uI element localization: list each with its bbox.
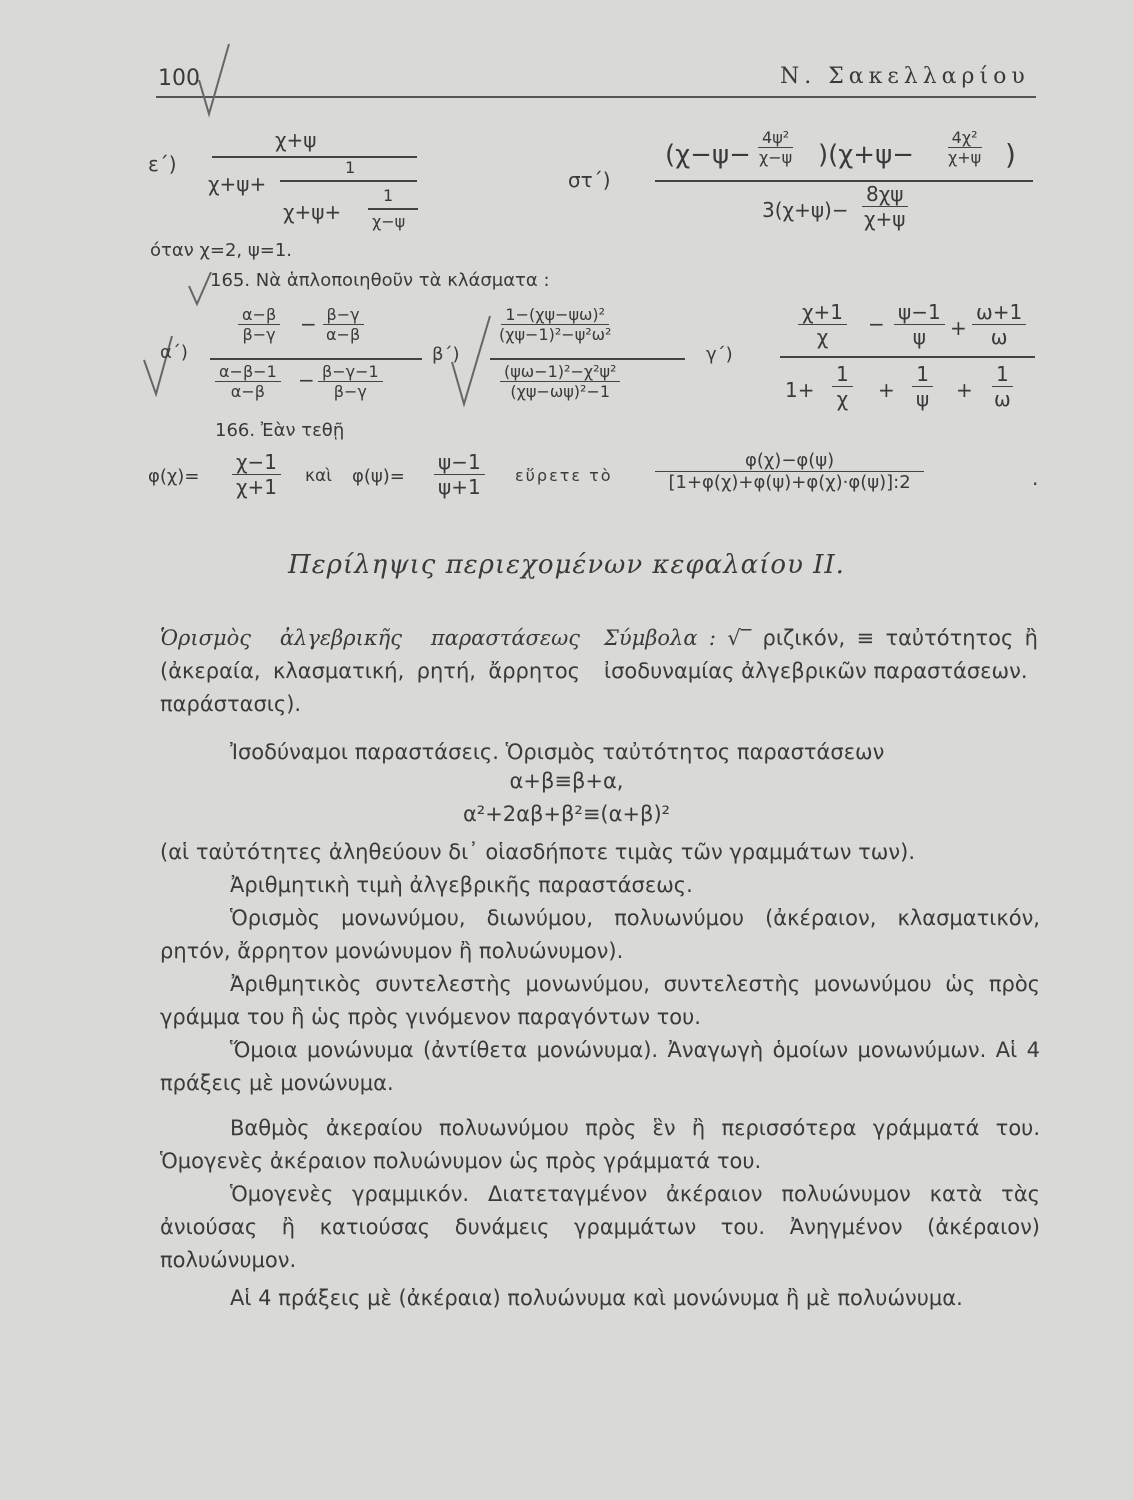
ex165-g-plus: + — [950, 316, 967, 340]
ex-st-p1-open: (χ−ψ− — [665, 140, 751, 170]
ex-st-den-den: χ+ψ — [864, 207, 906, 231]
ex166-res-den: [1+φ(χ)+φ(ψ)+φ(χ)·φ(ψ)]:2 — [668, 472, 911, 493]
summary-p3: Ἀριθμητικὴ τιμὴ ἀλγεβρικῆς παραστάσεως. — [230, 873, 693, 897]
ex165-g-d2 — [912, 362, 933, 411]
ex165-a-n1-den: β−γ — [242, 325, 276, 344]
ex-e-one-2: 1 — [383, 186, 394, 205]
ex-e-den-lead: χ+ψ+ — [208, 172, 267, 196]
ex165-g-y: ψ — [916, 387, 930, 411]
ex165-b-num-frac — [495, 305, 615, 344]
ex166-phi-x-den: χ+1 — [236, 475, 278, 499]
ex165-b-num-den: (χψ−1)²−ψ²ω² — [499, 325, 612, 344]
ex165-heading: 165. Νὰ ἁπλοποιηθοῦν τὰ κλάσματα : — [210, 270, 550, 291]
ex165-g-d1 — [832, 362, 853, 411]
page-number: 100 — [158, 66, 200, 91]
ex166-heading: 166. Ἐὰν τεθῇ — [215, 420, 345, 441]
pencil-check-icon — [195, 40, 235, 120]
ex-e-inner-den: χ−ψ — [372, 212, 406, 231]
ex165-g-t3-num: ω+1 — [972, 300, 1026, 325]
ex-st-p2-frac — [944, 128, 985, 167]
ex-st-p1-den: χ−ψ — [759, 148, 793, 167]
ex165-g-t3-den: ω — [990, 325, 1008, 349]
ex-e-one-1: 1 — [345, 158, 356, 177]
ex166-result-frac — [655, 450, 924, 493]
ex165-g-d3 — [990, 362, 1015, 411]
summary-left-italic: Ὁρισμὸς ἀλγεβρικῆς παραστάσεως — [160, 626, 580, 650]
summary-p6: Ὅμοια μονώνυμα (ἀντίθετα μονώνυμα). Ἀναγωγὴ ὁμοίων μονωνύμων. Αἱ 4 πράξεις μὲ μονώνυμα. — [160, 1038, 1040, 1095]
ex165-a-d1-num: α−β−1 — [215, 362, 281, 382]
ex166-kai: καὶ — [305, 466, 332, 486]
ex-e-label: ε΄) — [148, 152, 177, 176]
pencil-check-icon — [448, 312, 494, 408]
summary-right-column — [604, 622, 1038, 688]
ex165-a-n2-den: α−β — [326, 325, 361, 344]
ex165-g-t2 — [894, 300, 945, 349]
ex165-a-d2-num: β−γ−1 — [318, 362, 383, 382]
ex165-g-t1-num: χ+1 — [798, 300, 847, 325]
pencil-check-icon — [140, 330, 176, 400]
ex165-g-minus: − — [868, 312, 885, 336]
ex-st-p1-frac — [755, 128, 796, 167]
ex-st-den-num: 8χψ — [862, 182, 907, 207]
ex165-g-t1 — [798, 300, 847, 349]
ex166-res-num: φ(χ)−φ(ψ) — [655, 450, 924, 472]
ex165-g-plus3: + — [956, 378, 973, 402]
ex165-a-n2-num: β−γ — [323, 305, 364, 325]
ex-st-p2-den: χ+ψ — [948, 148, 982, 167]
summary-left-text: (ἀκεραία, κλασματική, ρητή, ἄρρητος παράστασις). — [160, 659, 580, 716]
ex165-g-plus2: + — [878, 378, 895, 402]
ex-st-p2-num: 4χ² — [948, 128, 982, 148]
ex165-g-x: χ — [836, 387, 849, 411]
header-rule — [156, 96, 1036, 98]
ex-st-p2-close: ) — [1005, 138, 1016, 171]
ex165-a-n1-num: α−β — [238, 305, 280, 325]
ex165-a-n1 — [238, 305, 280, 344]
ex166-phi-y-frac — [434, 450, 485, 499]
ex165-g-t2-num: ψ−1 — [894, 300, 945, 325]
summary-p9: Αἱ 4 πράξεις μὲ (ἀκέραια) πολυώνυμα καὶ μονώνυμα ἢ μὲ πολυώνυμα. — [230, 1286, 963, 1310]
ex165-b-den-den: (χψ−ωψ)²−1 — [510, 382, 611, 401]
ex165-b-main-bar — [490, 358, 685, 360]
ex-e-main-bar — [212, 156, 417, 158]
ex165-b-den-frac — [500, 362, 620, 401]
ex165-a-d1 — [215, 362, 281, 401]
ex166-phi-x-lead: φ(χ)= — [148, 466, 200, 487]
summary-eq2: α²+2αβ+β²≡(α+β)² — [462, 802, 671, 826]
ex165-g-den-lead: 1+ — [785, 378, 815, 402]
ex166-phi-y-lead: φ(ψ)= — [352, 466, 405, 487]
ex165-g-main-bar — [780, 356, 1035, 358]
ex165-b-label: β΄) — [432, 344, 460, 365]
ex166-dot: . — [1032, 466, 1039, 490]
running-head: Ν. Σακελλαρίου — [780, 64, 1030, 89]
ex-e-bar-2 — [280, 180, 417, 182]
ex165-b-num-num: 1−(χψ−ψω)² — [501, 305, 609, 325]
ex165-a-d2 — [318, 362, 383, 401]
ex-st-label: στ΄) — [568, 168, 611, 192]
summary-eq1: α+β≡β+α, — [509, 769, 624, 793]
ex166-phi-x-frac — [232, 450, 281, 499]
ex165-g-one1: 1 — [832, 362, 853, 387]
section-title: Περίληψις περιεχομένων κεφαλαίου ΙΙ. — [288, 550, 845, 580]
ex165-a-label: α΄) — [160, 342, 188, 363]
summary-p1: Ἰσοδύναμοι παραστάσεις. Ὁρισμὸς ταὐτότητος παραστάσεων — [230, 740, 885, 764]
ex166-find: εὕρετε τὸ — [515, 466, 613, 485]
ex165-g-one3: 1 — [992, 362, 1013, 387]
ex-e-bar-3 — [368, 208, 418, 210]
ex-e-condition: όταν χ=2, ψ=1. — [150, 240, 292, 261]
ex165-g-label: γ΄) — [706, 344, 733, 365]
ex166-phi-y-den: ψ+1 — [438, 475, 481, 499]
ex165-a-n2 — [322, 305, 364, 344]
summary-p5: Ἀριθμητικὸς συντελεστὴς μονωνύμου, συντελεστὴς μονωνύμου ὡς πρὸς γράμμα του ἢ ὡς πρὸς γινόμενον παραγόντων του. — [160, 972, 1040, 1029]
ex165-g-t2-den: ψ — [912, 325, 926, 349]
ex166-phi-y-num: ψ−1 — [434, 450, 485, 475]
ex165-a-d1-den: α−β — [230, 382, 265, 401]
summary-p2: (αἱ ταὐτότητες ἀληθεύουν δι᾽ οἱασδήποτε τιμὰς τῶν γραμμάτων των). — [160, 840, 915, 864]
ex165-a-main-bar — [210, 358, 422, 360]
ex-e-numerator: χ+ψ — [275, 128, 317, 152]
ex-st-den-lead: 3(χ+ψ)− — [762, 198, 849, 222]
ex-st-p2-open: )(χ+ψ− — [818, 140, 915, 170]
ex-e-inner-lead: χ+ψ+ — [283, 200, 342, 224]
ex-st-p1-num: 4ψ² — [758, 128, 793, 148]
ex-st-main-bar — [655, 180, 1033, 182]
ex-st-den-frac — [860, 182, 910, 231]
ex165-g-one2: 1 — [912, 362, 933, 387]
summary-right-italic: Σύμβολα : — [604, 626, 716, 650]
ex165-a-minus1: − — [300, 312, 317, 336]
summary-p8: Ὁμογενὲς γραμμικόν. Διατεταγμένον ἀκέραιον πολυώνυμον κατὰ τὰς ἀνιούσας ἢ κατιούσας δυνάμεις γραμμάτων του. Ἀνηγμένον (ἀκέραιον) πολυώνυμον. — [160, 1182, 1040, 1272]
summary-left-column — [160, 622, 580, 721]
summary-right-text: √‾ ριζικόν, ≡ ταὐτότητος ἢ ἰσοδυναμίας ἀλγεβρικῶν παραστάσεων. — [604, 626, 1038, 683]
ex165-a-minus2: − — [298, 368, 315, 392]
ex165-a-d2-den: β−γ — [333, 382, 367, 401]
ex166-phi-x-num: χ−1 — [232, 450, 281, 475]
summary-p4: Ὁρισμὸς μονωνύμου, διωνύμου, πολυωνύμου (ἀκέραιον, κλασματικόν, ρητόν, ἄρρητον μονώνυμον ἢ πολυώνυμον). — [160, 906, 1040, 963]
summary-p7: Βαθμὸς ἀκεραίου πολυωνύμου πρὸς ἓν ἢ περισσότερα γράμματά του. Ὁμογενὲς ἀκέραιον πολυώνυμον ὡς πρὸς γράμματά του. — [160, 1116, 1040, 1173]
ex165-g-t3 — [972, 300, 1026, 349]
ex165-g-w: ω — [994, 387, 1011, 411]
ex165-b-den-num: (ψω−1)²−χ²ψ² — [500, 362, 620, 382]
ex165-g-t1-den: χ — [816, 325, 829, 349]
